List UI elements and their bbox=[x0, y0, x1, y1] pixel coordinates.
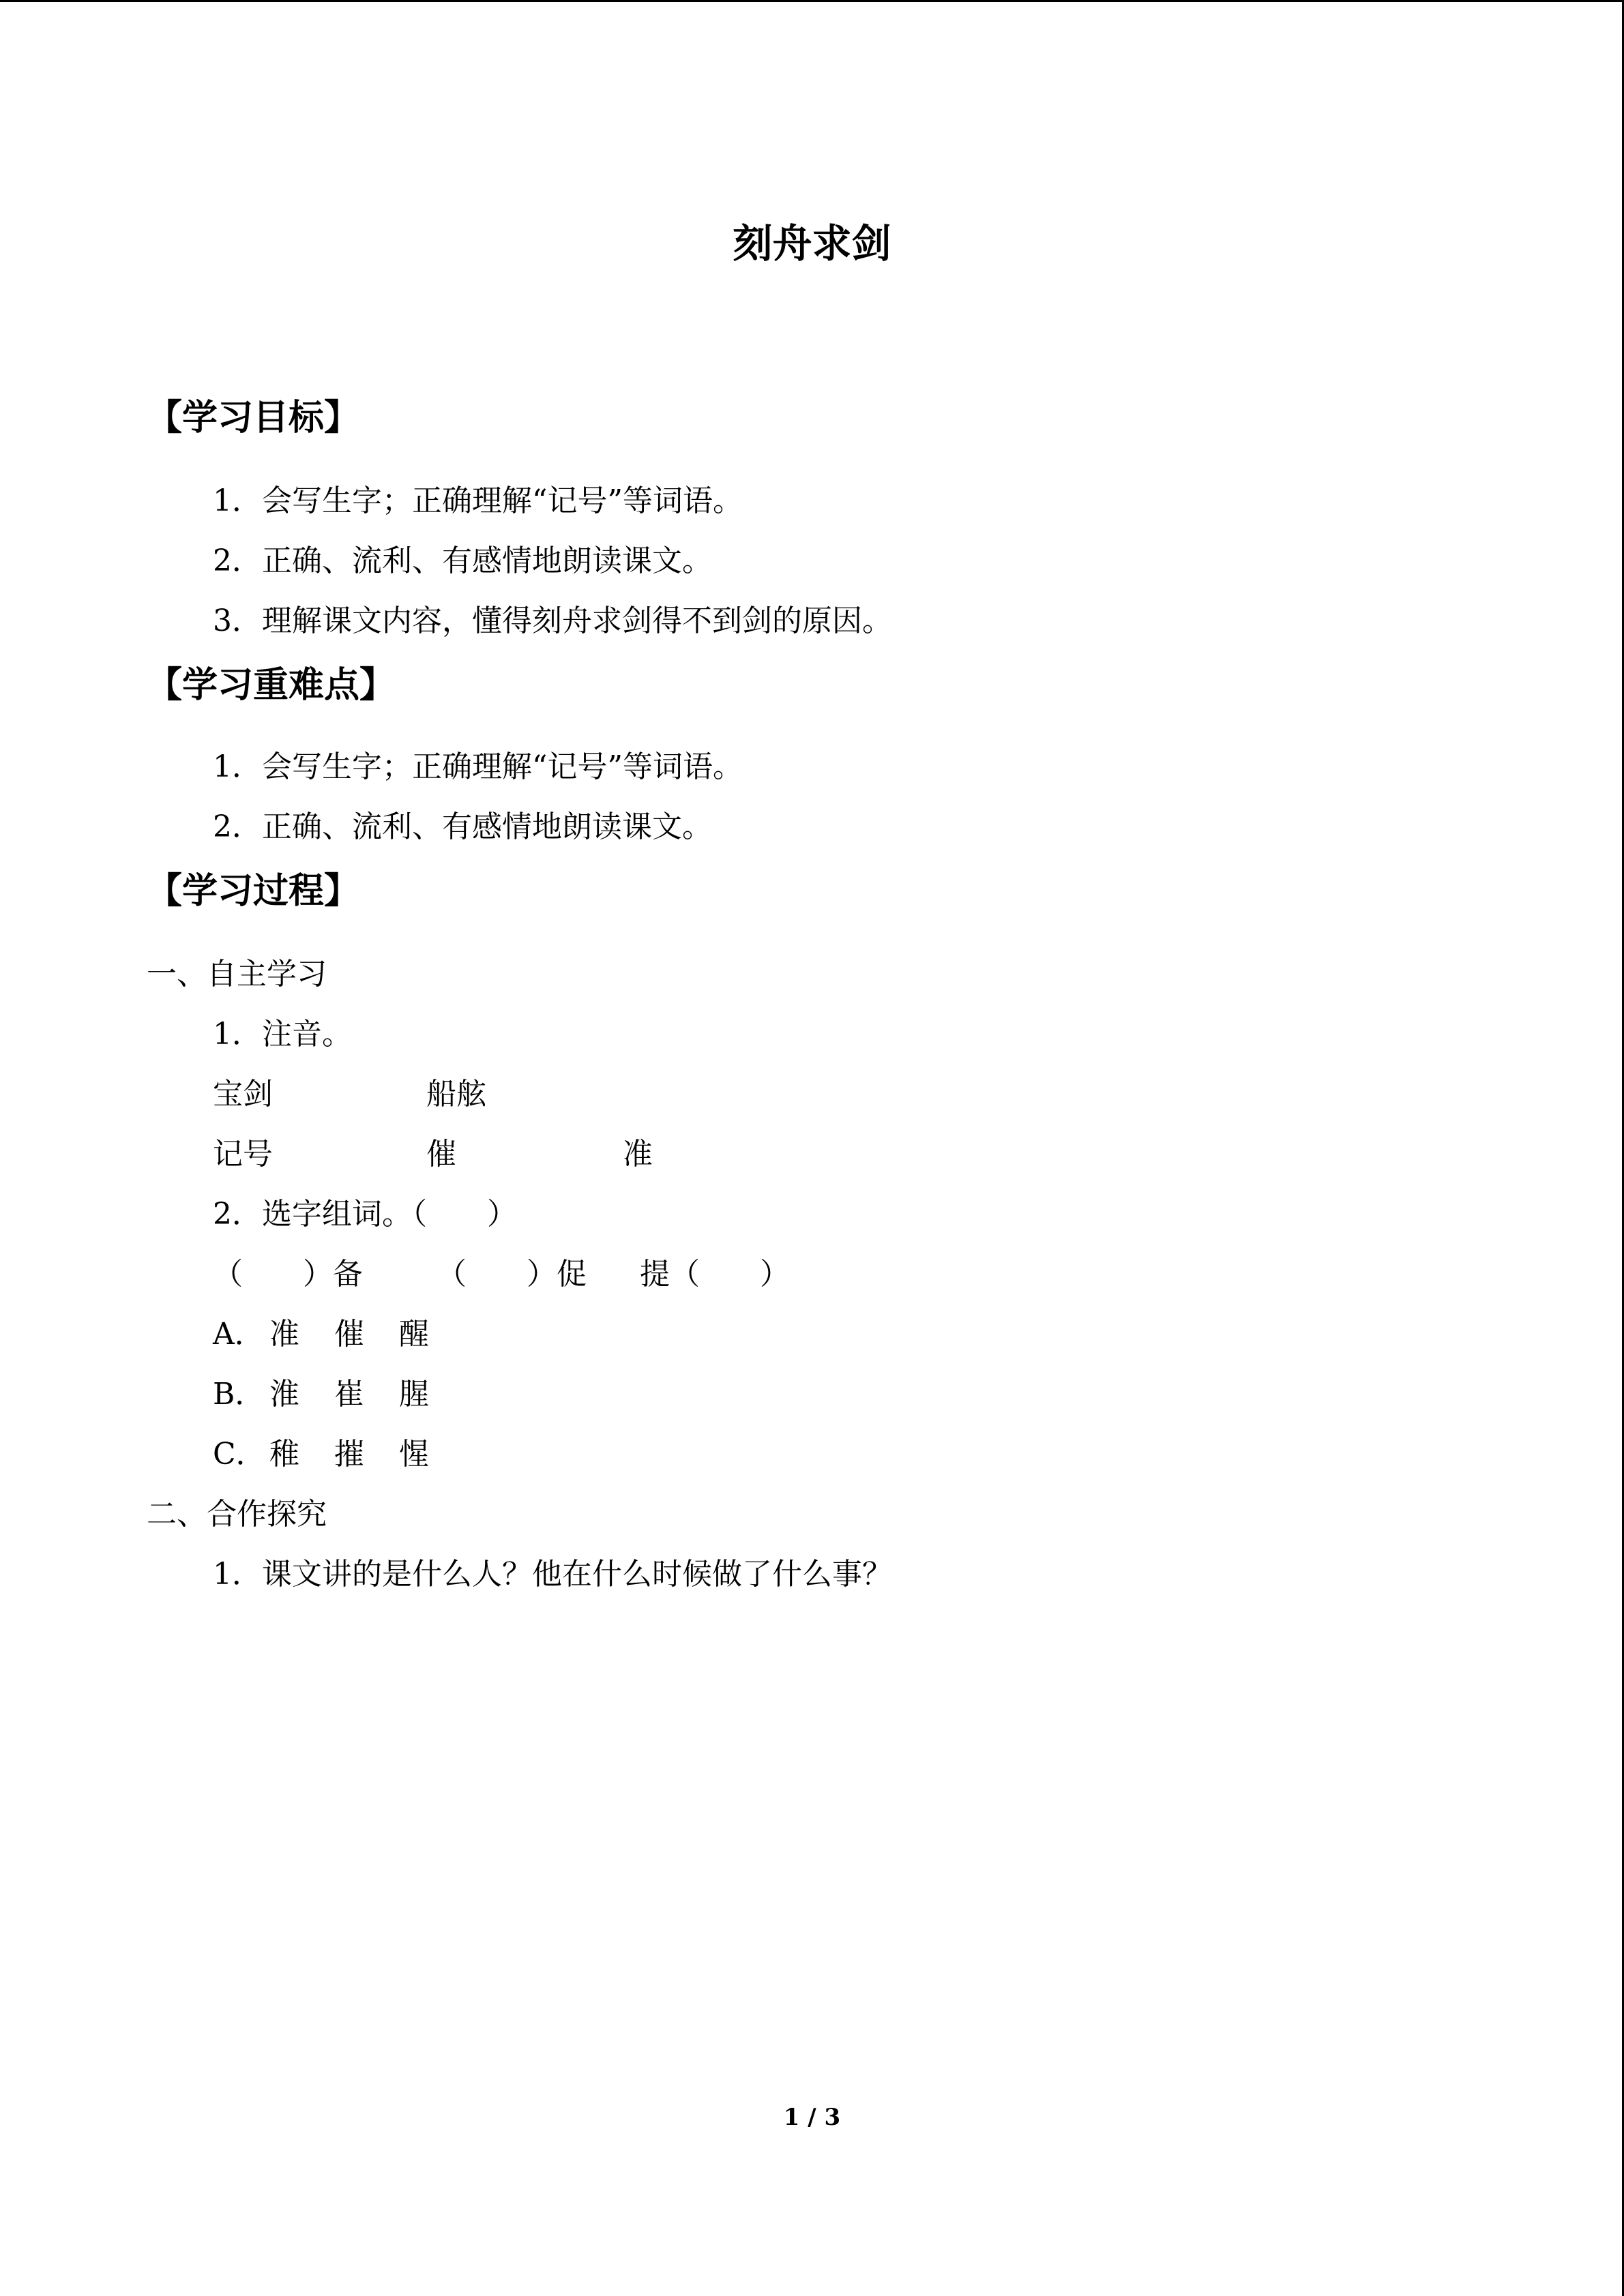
section-label: 二、合作探究 bbox=[147, 1497, 327, 1532]
question-1: 1．课文讲的是什么人？他在什么时候做了什么事？ bbox=[213, 1557, 892, 1592]
pinyin-word: 准 bbox=[623, 1137, 653, 1172]
page-title: 刻舟求剑 bbox=[733, 220, 891, 267]
key-points-heading: 【学习重难点】 bbox=[147, 664, 396, 706]
section-label: 一、自主学习 bbox=[147, 957, 327, 992]
option-char: 醒 bbox=[399, 1317, 429, 1352]
page-number: 1 / 3 bbox=[783, 2104, 841, 2131]
fill-blank: （ ）促 bbox=[437, 1257, 587, 1292]
pinyin-word: 宝剑 bbox=[213, 1077, 273, 1112]
option-char: 稚 bbox=[269, 1437, 299, 1472]
top-border bbox=[0, 0, 1624, 2]
option-char: 准 bbox=[269, 1317, 299, 1352]
option-char: 惺 bbox=[399, 1437, 429, 1472]
option-char: 淮 bbox=[269, 1377, 299, 1412]
objective-item: 3．理解课文内容，懂得刻舟求剑得不到剑的原因。 bbox=[213, 603, 892, 638]
process-heading: 【学习过程】 bbox=[147, 870, 360, 912]
fill-blank: 提（ ） bbox=[640, 1257, 790, 1292]
key-point-item: 1．会写生字；正确理解“记号”等词语。 bbox=[213, 749, 743, 784]
option-letter: B． bbox=[213, 1377, 265, 1412]
key-point-item: 2．正确、流利、有感情地朗读课文。 bbox=[213, 809, 712, 844]
pinyin-word: 船舷 bbox=[426, 1077, 486, 1112]
pinyin-word: 记号 bbox=[213, 1137, 273, 1172]
question-2: 2．选字组词。（ ） bbox=[213, 1197, 517, 1232]
objective-item: 1．会写生字；正确理解“记号”等词语。 bbox=[213, 483, 743, 518]
option-char: 崔 bbox=[334, 1377, 364, 1412]
objectives-heading: 【学习目标】 bbox=[147, 397, 360, 438]
fill-blank: （ ）备 bbox=[213, 1257, 363, 1292]
option-char: 催 bbox=[334, 1317, 364, 1352]
option-letter: C． bbox=[213, 1437, 266, 1472]
option-letter: A． bbox=[213, 1317, 265, 1352]
option-char: 腥 bbox=[399, 1377, 429, 1412]
pinyin-word: 催 bbox=[426, 1137, 456, 1172]
option-char: 摧 bbox=[334, 1437, 364, 1472]
objective-item: 2．正确、流利、有感情地朗读课文。 bbox=[213, 543, 712, 578]
question-1: 1．注音。 bbox=[213, 1017, 352, 1052]
